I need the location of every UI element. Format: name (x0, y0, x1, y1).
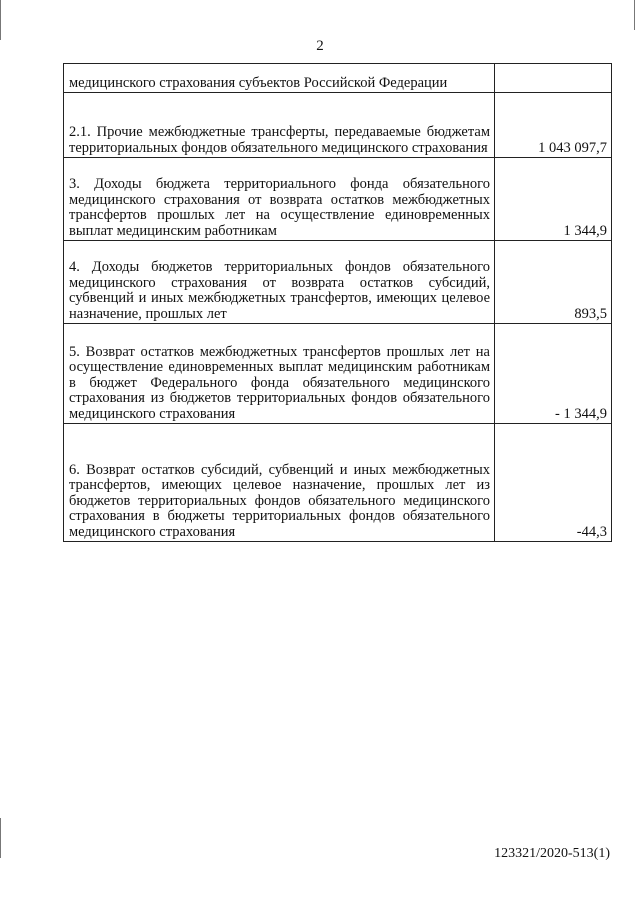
row-value: - 1 344,9 (495, 324, 612, 424)
table-row (64, 158, 612, 241)
table-row (64, 324, 612, 424)
page-number: 2 (316, 38, 324, 54)
scan-edge-line (634, 0, 635, 30)
table-row (64, 64, 612, 93)
row-value: -44,3 (495, 424, 612, 542)
row-description: 6. Возврат остатков субсидий, субвенций и иных межбюджетных трансфертов, имеющих целевое назначение, прошлых лет из бюджетов территориальных фондов обязательного медицинского страхования в бюджеты территориальных фондов обязательного медицинского страхования (64, 424, 495, 542)
row-description: 4. Доходы бюджетов территориальных фондов обязательного медицинского страхования от возврата остатков субсидий, субвенций и иных межбюджетных трансфертов, имеющих целевое назначение, прошлых лет (64, 241, 495, 324)
budget-table (63, 63, 612, 542)
row-value: 893,5 (495, 241, 612, 324)
row-description: 3. Доходы бюджета территориального фонда обязательного медицинского страхования от возврата остатков межбюджетных трансфертов прошлых лет на осуществление единовременных выплат медицинским работникам (64, 158, 495, 241)
document-number: 123321/2020-513(1) (494, 846, 610, 861)
row-value (495, 64, 612, 93)
table-row (64, 424, 612, 542)
scan-edge-line (0, 0, 1, 40)
row-value: 1 344,9 (495, 158, 612, 241)
row-description: медицинского страхования субъектов Российской Федерации (64, 64, 495, 93)
table-row (64, 93, 612, 158)
row-value: 1 043 097,7 (495, 93, 612, 158)
row-description: 2.1. Прочие межбюджетные трансферты, передаваемые бюджетам территориальных фондов обязательного медицинского страхования (64, 93, 495, 158)
row-description: 5. Возврат остатков межбюджетных трансфертов прошлых лет на осуществление единовременных выплат медицинским работникам в бюджет Федерального фонда обязательного медицинского страхования из бюджетов территориальных фондов обязательного медицинского страхования (64, 324, 495, 424)
scan-edge-line (0, 818, 1, 858)
table-row (64, 241, 612, 324)
